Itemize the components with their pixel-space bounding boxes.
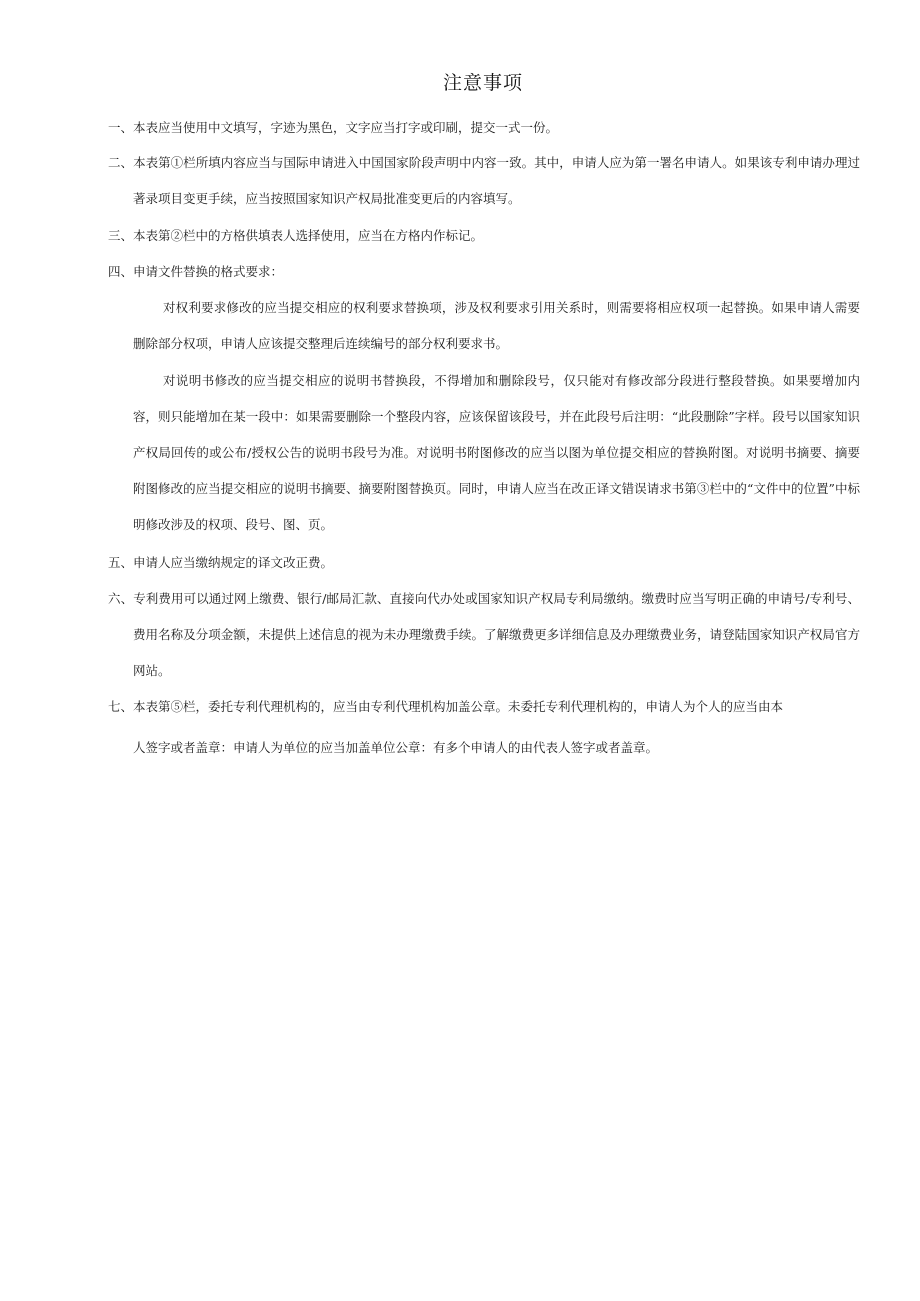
notice-item-6: 六、专利费用可以通过网上缴费、银行/邮局汇款、直接向代办处或国家知识产权局专利局缴纳。缴费时应当写明正确的申请号/专利号、费用名称及分项金额，未提供上述信息的视为未办理缴费手续。了解缴费更多详细信息及办理缴费业务，请登陆国家知识产权局官方网站。 xyxy=(108,591,860,678)
page-title: 注意事项 xyxy=(442,72,523,94)
notice-item-4-paragraph-description: 对说明书修改的应当提交相应的说明书替换段，不得增加和删除段号，仅只能对有修改部分段进行整段替换。如果要增加内容，则只能增加在某一段中：如果需要删除一个整段内容，应该保留该段号，并在此段号后注明：“此段删除”字样。段号以国家知识产权局回传的或公布/授权公告的说明书段号为准。对说明书附图修改的应当以图为单位提交相应的替换附图。对说明书摘要、摘要附图修改的应当提交相应的说明书摘要、摘要附图替换页。同时，申请人应当在改正译文错误请求书第③栏中的“文件中的位置”中标明修改涉及的权项、段号、图、页。 xyxy=(133,373,860,532)
notice-item-4-paragraph-claims: 对权利要求修改的应当提交相应的权利要求替换项，涉及权利要求引用关系时，则需要将相应权项一起替换。如果申请人需要删除部分权项，申请人应该提交整理后连续编号的部分权利要求书。 xyxy=(133,300,860,351)
notice-item-1: 一、本表应当使用中文填写，字迹为黑色，文字应当打字或印刷，提交一式一份。 xyxy=(108,120,559,135)
notice-item-5: 五、申请人应当缴纳规定的译文改正费。 xyxy=(108,555,334,570)
notice-item-7-continuation: 人签字或者盖章：申请人为单位的应当加盖单位公章：有多个申请人的由代表人签字或者盖章。 xyxy=(133,740,659,755)
notice-item-7: 七、本表第⑤栏，委托专利代理机构的，应当由专利代理机构加盖公章。未委托专利代理机构的，申请人为个人的应当由本 xyxy=(108,699,784,714)
notice-item-4: 四、申请文件替换的格式要求： xyxy=(108,264,284,279)
notice-item-3: 三、本表第②栏中的方格供填表人选择使用，应当在方格内作标记。 xyxy=(108,228,484,243)
notice-item-2: 二、本表第①栏所填内容应当与国际申请进入中国国家阶段声明中内容一致。其中，申请人应为第一署名申请人。如果该专利申请办理过著录项目变更手续，应当按照国家知识产权局批准变更后的内容填写。 xyxy=(108,155,860,206)
